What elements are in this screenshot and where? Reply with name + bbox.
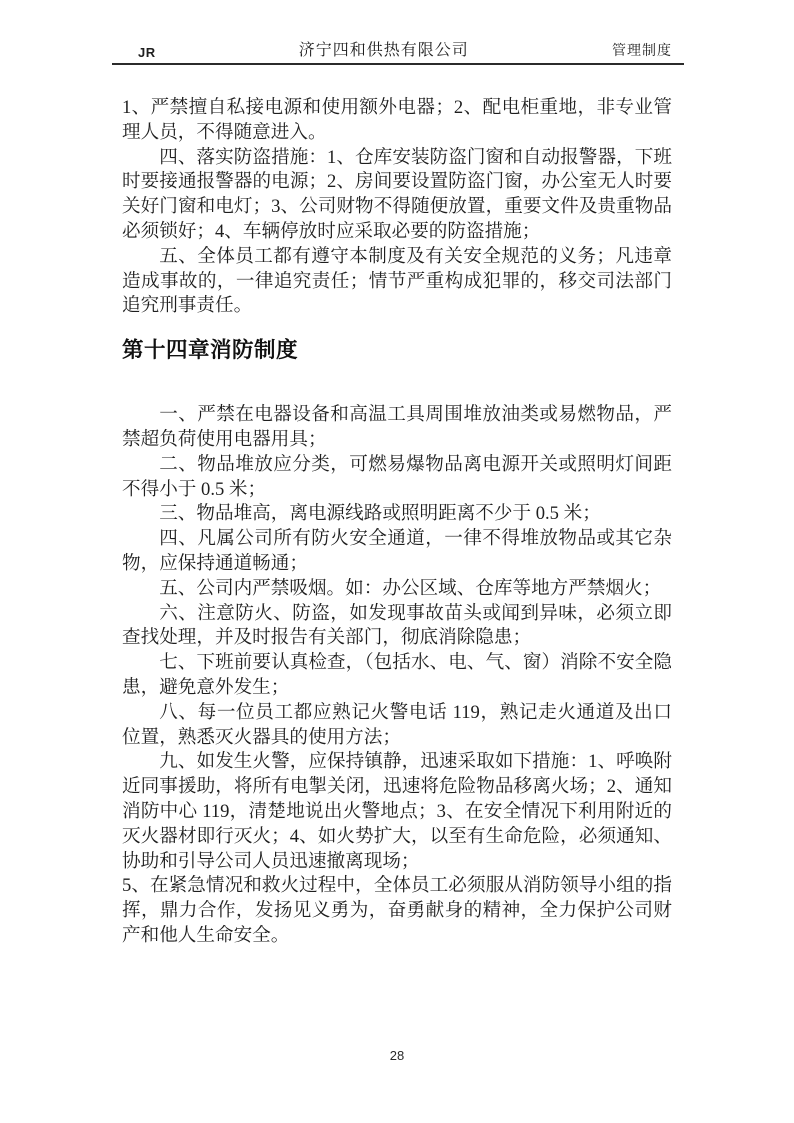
page-number: 28	[389, 1048, 405, 1063]
page-footer	[0, 1047, 794, 1065]
header-company-name: 济宁四和供热有限公司	[298, 42, 469, 59]
fire-rule-5: 五、公司内严禁吸烟。如：办公区域、仓库等地方严禁烟火；	[159, 577, 662, 599]
fire-rule-4: 四、凡属公司所有防火安全通道，一律不得堆放物品或其它杂物，应保持通道畅通；	[122, 528, 672, 574]
fire-rule-emergency-cooperation: 5、在紧急情况和救火过程中，全体员工必须服从消防领导小组的指挥，鼎力合作，发扬见义勇为，奋勇献身的精神，全力保护公司财产和他人生命安全。	[122, 875, 672, 946]
paragraph-compliance-obligation: 五、全体员工都有遵守本制度及有关安全规范的义务；凡违章造成事故的，一律追究责任；情节严重构成犯罪的，移交司法部门追究刑事责任。	[122, 245, 672, 317]
fire-rule-3: 三、物品堆高，离电源线路或照明距离不少于 0.5 米；	[159, 503, 601, 525]
company-logo: JR	[138, 45, 156, 60]
chapter-heading: 第十四章消防制度	[122, 338, 299, 363]
paragraph-electrical-rule: 1、严禁擅自私接电源和使用额外电器；2、配电柜重地，非专业管理人员，不得随意进入。	[122, 97, 672, 143]
paragraph-anti-theft-measures: 四、落实防盗措施：1、仓库安装防盗门窗和自动报警器，下班时要接通报警器的电源；2、房间要设置防盗门窗，办公室无人时要关好门窗和电灯；3、公司财物不得随便放置，重要文件及贵重物品必须锁好；4、车辆停放时应采取必要的防盗措施；	[122, 146, 672, 242]
fire-rule-9: 九、如发生火警，应保持镇静，迅速采取如下措施：1、呼唤附近同事援助，将所有电掣关闭，迅速将危险物品移离火场；2、通知消防中心 119，清楚地说出火警地点；3、在安全情况下利用附近的灭火器材即行灭火；4、如火势扩大，以至有生命危险，必须通知、协助和引导公司人员迅速撤离现场；	[122, 751, 672, 872]
fire-rule-1: 一、严禁在电器设备和高温工具周围堆放油类或易燃物品，严禁超负荷使用电器用具；	[122, 404, 672, 450]
page-header	[112, 40, 684, 65]
fire-rule-6: 六、注意防火、防盗，如发现事故苗头或闻到异味，必须立即查找处理，并及时报告有关部门，彻底消除隐患；	[122, 602, 672, 649]
document-body	[122, 96, 672, 949]
fire-rule-2: 二、物品堆放应分类，可燃易爆物品离电源开关或照明灯间距不得小于 0.5 米；	[122, 453, 672, 500]
fire-rule-8: 八、每一位员工都应熟记火警电话 119，熟记走火通道及出口位置，熟悉灭火器具的使用方法；	[122, 701, 672, 748]
header-doc-type: 管理制度	[612, 44, 672, 59]
fire-rule-7: 七、下班前要认真检查，（包括水、电、气、窗）消除不安全隐患，避免意外发生；	[122, 652, 672, 698]
